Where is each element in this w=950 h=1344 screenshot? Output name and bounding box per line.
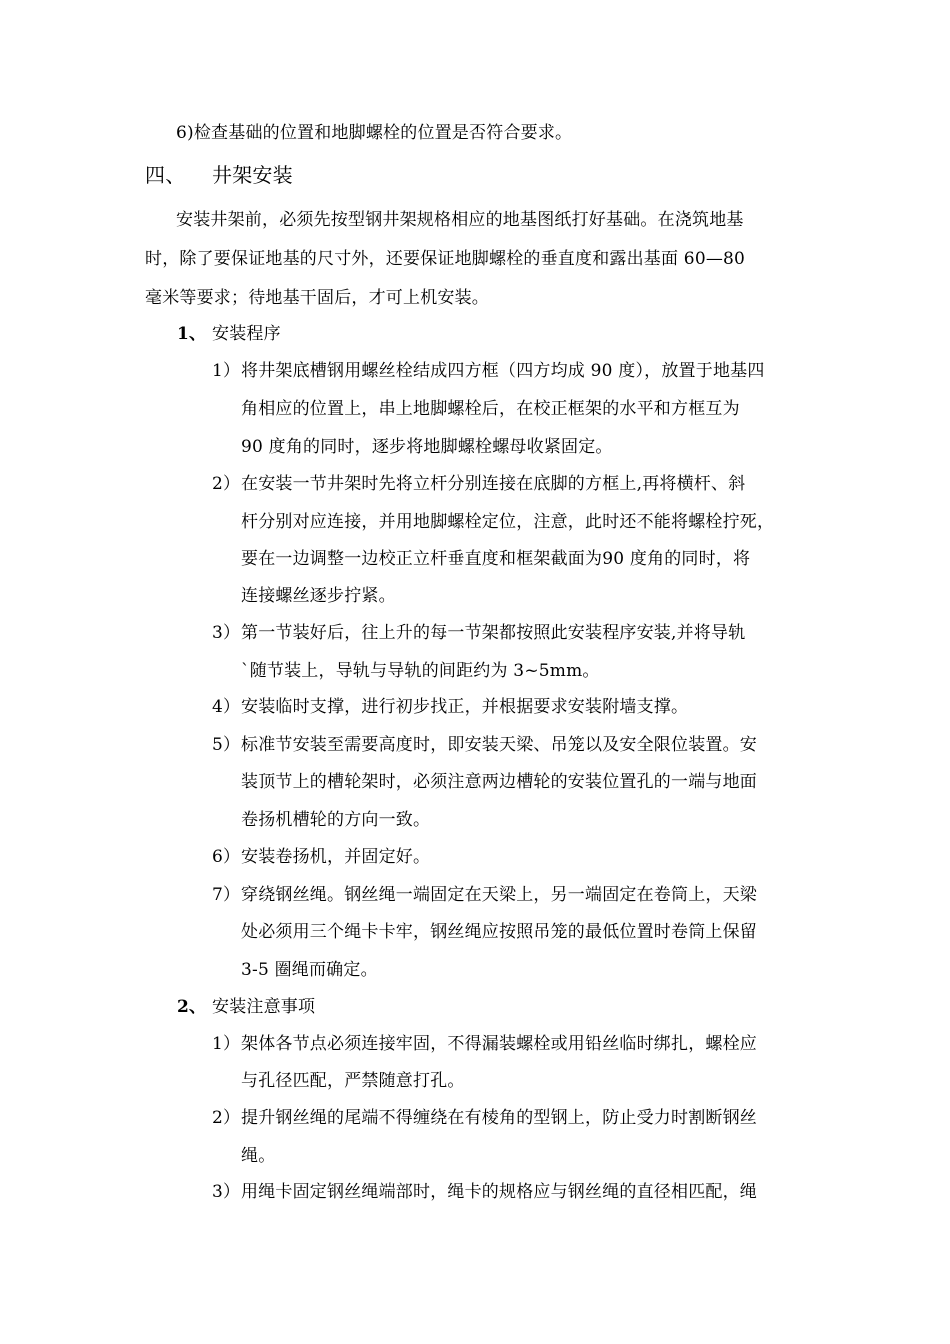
list-item-text: 90 度角的同时，逐步将地脚螺栓螺母收紧固定。 <box>241 437 613 457</box>
list-item-text: 第一节装好后，往上升的每一节架都按照此安装程序安装,并将导轨 <box>241 623 746 643</box>
paragraph-line-1: 安装井架前，必须先按型钢井架规格相应的地基图纸打好基础。在浇筑地基 <box>176 210 744 230</box>
list-item-marker: 5） <box>212 735 241 755</box>
list-item-marker: 1） <box>212 1034 241 1054</box>
list-item-text: 角相应的位置上，串上地脚螺栓后，在校正框架的水平和方框互为 <box>241 399 740 419</box>
list-item-marker: 2） <box>212 474 241 494</box>
paragraph-line-2: 时，除了要保证地基的尺寸外，还要保证地脚螺栓的垂直度和露出基面 60—80 <box>145 249 746 269</box>
list-item-text: `随节装上，导轨与导轨的间距约为 3~5mm。 <box>241 661 600 681</box>
list-item-text: 标准节安装至需要高度时，即安装天梁、吊笼以及安全限位装置。安 <box>241 735 757 755</box>
list-item-text: 提升钢丝绳的尾端不得缠绕在有棱角的型钢上，防止受力时割断钢丝 <box>241 1108 757 1128</box>
list-item-text: 杆分别对应连接，并用地脚螺栓定位，注意，此时还不能将螺栓拧死， <box>241 512 775 532</box>
list-item-text: 要在一边调整一边校正立杆垂直度和框架截面为90 度角的同时，将 <box>241 549 751 569</box>
list-item-marker: 7） <box>212 885 241 905</box>
list-item-marker: 4） <box>212 697 241 717</box>
list-item-text: 将井架底槽钢用螺丝栓结成四方框（四方均成 90 度），放置于地基四 <box>241 361 765 381</box>
list-item-text: 绳。 <box>241 1146 276 1166</box>
list-item-text: 架体各节点必须连接牢固，不得漏装螺栓或用铅丝临时绑扎，螺栓应 <box>241 1034 757 1054</box>
list-item-text: 处必须用三个绳卡卡牢，钢丝绳应按照吊笼的最低位置时卷筒上保留 <box>241 922 757 942</box>
list-item-text: 装顶节上的槽轮架时，必须注意两边槽轮的安装位置孔的一端与地面 <box>241 772 757 792</box>
list-item-marker: 2） <box>212 1108 241 1128</box>
list-item-text: 安装卷扬机，并固定好。 <box>241 847 431 867</box>
list-item-text: 卷扬机槽轮的方向一致。 <box>241 810 431 830</box>
list-item-text: 穿绕钢丝绳。钢丝绳一端固定在天梁上，另一端固定在卷筒上，天梁 <box>241 885 757 905</box>
list-item-text: 3-5 圈绳而确定。 <box>241 960 378 980</box>
list-item-text: 安装临时支撑，进行初步找正，并根据要求安装附墙支撑。 <box>241 697 689 717</box>
list-item-marker: 3） <box>212 623 241 643</box>
list-item-marker: 3） <box>212 1182 241 1202</box>
subsection-1-number: 1、 <box>177 324 207 344</box>
section-number: 四、 <box>145 163 186 187</box>
list-item-text: 与孔径匹配，严禁随意打孔。 <box>241 1071 465 1091</box>
list-item-text: 在安装一节井架时先将立杆分别连接在底脚的方框上,再将横杆、斜 <box>241 474 746 494</box>
subsection-2-title: 安装注意事项 <box>212 997 316 1017</box>
list-item-marker: 6） <box>212 847 241 867</box>
section-title: 井架安装 <box>212 163 293 187</box>
subsection-1-title: 安装程序 <box>212 324 281 344</box>
list-item-text: 用绳卡固定钢丝绳端部时，绳卡的规格应与钢丝绳的直径相匹配，绳 <box>241 1182 757 1202</box>
paragraph-line-3: 毫米等要求；待地基干固后，才可上机安装。 <box>145 288 489 308</box>
list-item-text: 连接螺丝逐步拧紧。 <box>241 586 396 606</box>
list-item-marker: 1） <box>212 361 241 381</box>
intro-item-6: 6)检查基础的位置和地脚螺栓的位置是否符合要求。 <box>176 123 573 143</box>
subsection-2-number: 2、 <box>177 997 207 1017</box>
